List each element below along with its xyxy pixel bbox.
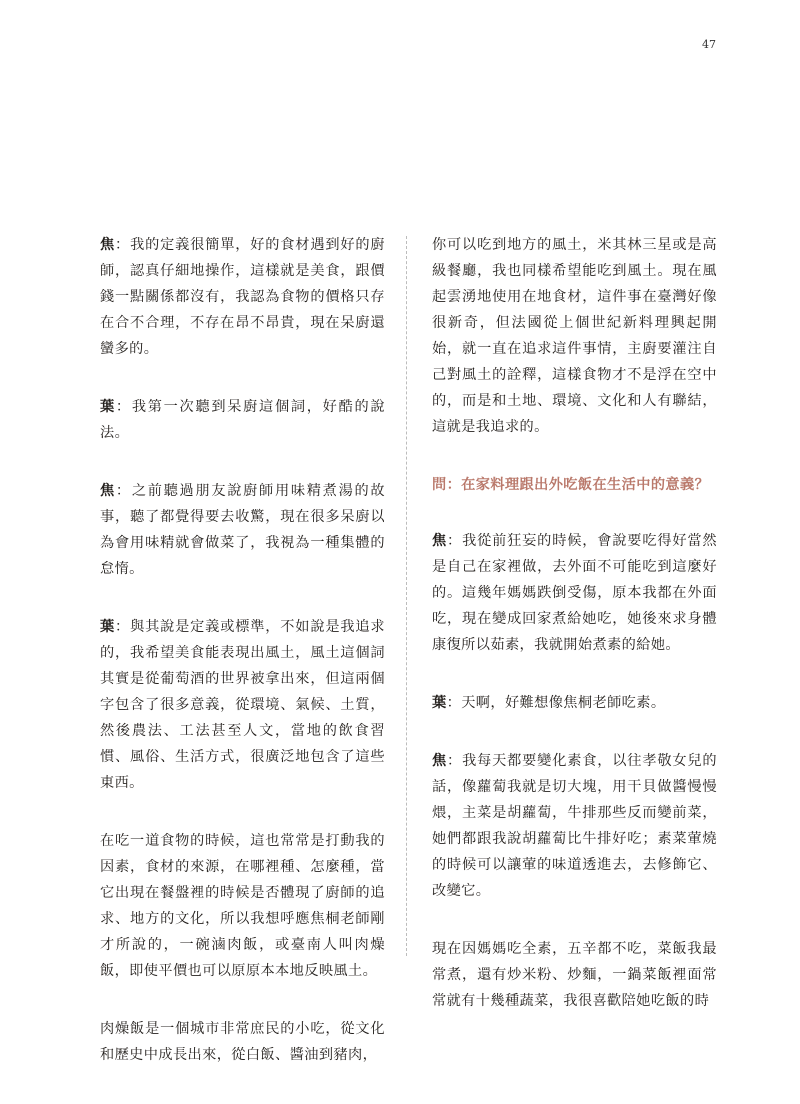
dialogue-paragraph bbox=[100, 394, 385, 446]
speaker-label: 焦 bbox=[432, 533, 448, 549]
speaker-separator: ： bbox=[115, 237, 131, 253]
paragraph-text: 我從前狂妄的時候，會說要吃得好當然是自己在家裡做，去外面不可能吃到這麼好的。這幾年媽媽跌倒受傷，原本我都在外面吃，現在變成回家煮給她吃，她後來求身體康復所以茹素，我就開始煮素的給她。 bbox=[432, 533, 717, 653]
paragraph-text: 在吃一道食物的時候，這也常常是打動我的因素，食材的來源，在哪裡種、怎麼種，當它出現在餐盤裡的時候是否體現了廚師的追求、地方的文化，所以我想呼應焦桐老師剛才所說的，一碗滷肉飯，或臺南人叫肉燥飯，即使平價也可以原原本本地反映風土。 bbox=[100, 833, 385, 979]
page-number: 47 bbox=[702, 38, 716, 51]
left-column bbox=[100, 232, 385, 1100]
paragraph-text: 與其說是定義或標準，不如說是我追求的，我希望美食能表現出風土，風土這個詞其實是從葡萄酒的世界被拿出來，但這兩個字包含了很多意義，從環境、氣候、土質，然後農法、工法甚至人文，當地的飲食習慣、風俗、生活方式，很廣泛地包含了這些東西。 bbox=[100, 619, 385, 791]
speaker-label: 焦 bbox=[100, 483, 116, 499]
speaker-label: 焦 bbox=[432, 753, 448, 769]
question-heading: 問：在家料理跟出外吃飯在生活中的意義？ bbox=[432, 477, 710, 493]
paragraph-text: 我每天都要變化素食，以往孝敬女兒的話，像蘿蔔我就是切大塊，用干貝做醬慢慢煨，主菜是胡蘿蔔，牛排那些反而變前菜，她們都跟我說胡蘿蔔比牛排好吃；素菜葷燒的時候可以讓葷的味道透進去，去修飾它、改變它。 bbox=[432, 753, 717, 899]
speaker-separator: ： bbox=[115, 483, 132, 499]
dialogue-paragraph bbox=[100, 614, 385, 796]
paragraph-text: 我的定義很簡單，好的食材遇到好的廚師，認真仔細地操作，這樣就是美食，跟價錢一點關係都沒有，我認為食物的價格只存在合不合理，不存在昂不昂貴，現在呆廚還蠻多的。 bbox=[100, 237, 385, 357]
speaker-separator: ： bbox=[115, 399, 132, 415]
body-paragraph: 你可以吃到地方的風土，米其林三星或是高級餐廳，我也同樣希望能吃到風土。現在風起雲湧地使用在地食材，這件事在臺灣好像很新奇，但法國從上個世紀新料理興起開始，就一直在追求這件事情，主廚要灌注自己對風土的詮釋，這樣食物才不是浮在空中的，而是和土地、環境、文化和人有聯結，這就是我追求的。 bbox=[432, 237, 717, 435]
dialogue-paragraph bbox=[432, 528, 717, 658]
speaker-separator: ： bbox=[447, 753, 463, 769]
speaker-label: 葉 bbox=[432, 695, 447, 711]
speaker-separator: ： bbox=[446, 695, 462, 711]
dialogue-paragraph bbox=[100, 232, 385, 362]
body-paragraph bbox=[432, 936, 717, 1014]
speaker-label: 焦 bbox=[100, 237, 116, 253]
dialogue-paragraph bbox=[100, 478, 385, 582]
speaker-separator: ： bbox=[447, 533, 463, 549]
paragraph-text: 肉燥飯是一個城市非常庶民的小吃，從文化和歷史中成長出來，從白飯、醬油到豬肉， bbox=[100, 1021, 385, 1063]
body-paragraph bbox=[100, 828, 385, 984]
speaker-separator: ： bbox=[115, 619, 131, 635]
speaker-label: 葉 bbox=[100, 619, 116, 635]
paragraph-text: 之前聽過朋友說廚師用味精煮湯的故事，聽了都覺得要去收驚，現在很多呆廚以為會用味精就會做菜了，我視為一種集體的怠惰。 bbox=[100, 483, 385, 577]
paragraph-text: 我第一次聽到呆廚這個詞，好酷的說法。 bbox=[100, 399, 385, 441]
speaker-label: 葉 bbox=[100, 399, 116, 415]
paragraph-text: 現在因媽媽吃全素，五辛都不吃，菜飯我最常煮，還有炒米粉、炒麵，一鍋菜飯裡面常常就有十幾種蔬菜，我很喜歡陪她吃飯的時 bbox=[432, 941, 717, 1009]
body-paragraph bbox=[100, 1016, 385, 1068]
dialogue-paragraph bbox=[432, 748, 717, 904]
paragraph-text: 天啊，好難想像焦桐老師吃素。 bbox=[461, 695, 666, 711]
column-divider bbox=[406, 236, 407, 956]
dialogue-paragraph bbox=[432, 690, 717, 716]
right-column bbox=[432, 232, 717, 1046]
